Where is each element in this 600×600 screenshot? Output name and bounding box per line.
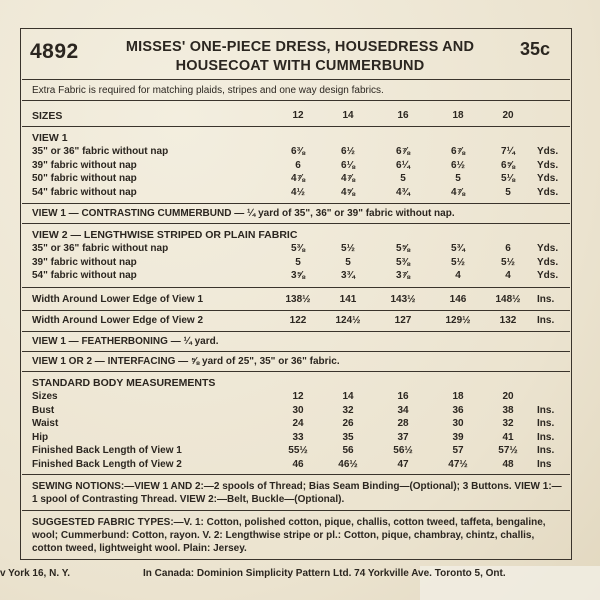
cell-value: 35 bbox=[342, 431, 354, 443]
size-column-header: 18 bbox=[452, 110, 464, 121]
row-label: Hip bbox=[32, 431, 49, 443]
featherboning-line: VIEW 1 — FEATHERBONING — ¼ yard. bbox=[32, 336, 219, 347]
cummerbund-line: VIEW 1 — CONTRASTING CUMMERBUND — ¼ yard of 35", 36" or 39" fabric without nap. bbox=[32, 208, 455, 219]
size-column-header: 16 bbox=[397, 110, 409, 121]
cell-value: 12 bbox=[292, 391, 304, 402]
cell-value: 36 bbox=[452, 404, 464, 416]
divider bbox=[22, 331, 570, 332]
cell-value: 5½ bbox=[451, 256, 465, 268]
row-unit: Yds. bbox=[537, 256, 559, 268]
cell-value: 6½ bbox=[341, 146, 355, 157]
pattern-title-line2: HOUSECOAT WITH CUMMERBUND bbox=[175, 58, 425, 74]
row-label: 39" fabric without nap bbox=[32, 159, 137, 171]
row-label: Finished Back Length of View 1 bbox=[32, 445, 182, 456]
divider bbox=[22, 310, 570, 311]
cell-value: 5½ bbox=[341, 243, 355, 254]
cell-value: 5 bbox=[400, 173, 406, 184]
row-label: Bust bbox=[32, 404, 55, 416]
cell-value: 26 bbox=[342, 418, 354, 429]
divider bbox=[22, 351, 570, 352]
cell-value: 5 bbox=[505, 186, 511, 198]
cell-value: 4½ bbox=[291, 186, 305, 198]
cell-value: 47½ bbox=[448, 458, 468, 470]
cell-value: 6⅝ bbox=[501, 159, 515, 171]
cell-value: 55½ bbox=[288, 445, 308, 456]
cell-value: 127 bbox=[394, 315, 412, 326]
cell-value: 5 bbox=[295, 256, 301, 268]
row-unit: Yds. bbox=[537, 159, 559, 171]
cell-value: 143½ bbox=[390, 294, 416, 305]
cell-value: 32 bbox=[502, 418, 514, 429]
cell-value: 5 bbox=[345, 256, 351, 268]
cell-value: 4⅝ bbox=[341, 186, 355, 198]
cell-value: 47 bbox=[397, 458, 409, 470]
size-column-header: 14 bbox=[342, 110, 354, 121]
footer-address: v York 16, N. Y. bbox=[0, 568, 71, 579]
cell-value: 146 bbox=[449, 294, 467, 305]
row-unit: Ins. bbox=[537, 418, 555, 429]
interfacing-line: VIEW 1 OR 2 — INTERFACING — ⅝ yard of 25", 35" or 36" fabric. bbox=[32, 356, 340, 367]
row-unit: Yds. bbox=[537, 270, 559, 281]
row-label: Width Around Lower Edge of View 1 bbox=[32, 294, 204, 305]
pattern-title bbox=[100, 38, 500, 76]
cell-value: 148½ bbox=[495, 294, 521, 305]
suggested-fabric-types: SUGGESTED FABRIC TYPES:—V. 1: Cotton, polished cotton, pique, challis, cotton tweed, taffeta, bengaline, wool; Cummerbund: Cotton, rayon. V. 2: Lengthwise stripe or pl.: Cotton, pique, chambray, chintz, challis, cotton tweed, lightweight wool. Plain: Jersey. bbox=[32, 517, 546, 554]
body-measurements-heading: STANDARD BODY MEASUREMENTS bbox=[32, 377, 216, 389]
row-unit: Yds. bbox=[537, 173, 559, 184]
pattern-number: 4892 bbox=[30, 40, 79, 63]
cell-value: 132 bbox=[499, 315, 517, 326]
row-label: 35" or 36" fabric without nap bbox=[32, 243, 169, 254]
cell-value: 6⅞ bbox=[451, 146, 465, 157]
cell-value: 4⅞ bbox=[451, 186, 465, 198]
row-unit: Ins. bbox=[537, 431, 555, 443]
cell-value: 6⅛ bbox=[341, 159, 355, 171]
row-label: 54" fabric without nap bbox=[32, 186, 137, 198]
cell-value: 46½ bbox=[338, 458, 358, 470]
cell-value: 14 bbox=[342, 391, 354, 402]
cell-value: 5⅝ bbox=[396, 243, 410, 254]
size-column-header: 20 bbox=[502, 110, 514, 121]
cell-value: 18 bbox=[452, 391, 464, 402]
cell-value: 6 bbox=[295, 159, 301, 171]
sizes-label: SIZES bbox=[32, 110, 63, 122]
size-column-header: 12 bbox=[292, 110, 304, 121]
divider bbox=[22, 100, 570, 101]
cell-value: 30 bbox=[452, 418, 464, 429]
row-label: Finished Back Length of View 2 bbox=[32, 458, 182, 470]
cell-value: 38 bbox=[502, 404, 514, 416]
cell-value: 57½ bbox=[498, 445, 518, 456]
cell-value: 56½ bbox=[393, 445, 413, 456]
footer-canada-address: In Canada: Dominion Simplicity Pattern Ltd. 74 Yorkville Ave. Toronto 5, Ont. bbox=[143, 568, 506, 579]
cell-value: 6½ bbox=[451, 159, 465, 171]
row-unit: Ins. bbox=[537, 294, 555, 305]
cell-value: 141 bbox=[339, 294, 357, 305]
row-unit: Ins. bbox=[537, 404, 555, 416]
cell-value: 5⅛ bbox=[501, 173, 515, 184]
cell-value: 32 bbox=[342, 404, 354, 416]
cell-value: 6 bbox=[505, 243, 511, 254]
cell-value: 6⅞ bbox=[396, 146, 410, 157]
divider bbox=[22, 510, 570, 511]
cell-value: 5⅜ bbox=[291, 243, 305, 254]
cell-value: 48 bbox=[502, 458, 514, 470]
cell-value: 28 bbox=[397, 418, 409, 429]
cell-value: 5¾ bbox=[451, 243, 465, 254]
row-unit: Yds. bbox=[537, 146, 559, 157]
view1-heading: VIEW 1 bbox=[32, 132, 68, 144]
cell-value: 3⅝ bbox=[291, 270, 305, 281]
cell-value: 5⅜ bbox=[396, 256, 410, 268]
cell-value: 5½ bbox=[501, 256, 515, 268]
row-label: 39" fabric without nap bbox=[32, 256, 137, 268]
divider bbox=[22, 371, 570, 372]
pattern-title-line1: MISSES' ONE-PIECE DRESS, HOUSEDRESS AND bbox=[125, 39, 475, 55]
cell-value: 129½ bbox=[445, 315, 471, 326]
cell-value: 46 bbox=[292, 458, 304, 470]
cell-value: 122 bbox=[289, 315, 307, 326]
cell-value: 124½ bbox=[335, 315, 361, 326]
sewing-notions: SEWING NOTIONS:—VIEW 1 AND 2:—2 spools of Thread; Bias Seam Binding—(Optional); 3 Buttons. VIEW 1:—1 spool of Contrasting Thread. VIEW 2:—Belt, Buckle—(Optional). bbox=[32, 481, 562, 505]
row-label: 35" or 36" fabric without nap bbox=[32, 146, 169, 157]
cell-value: 3¾ bbox=[341, 270, 355, 281]
cell-value: 4 bbox=[455, 270, 461, 281]
row-unit: Yds. bbox=[537, 186, 559, 198]
cell-value: 3⅞ bbox=[396, 270, 410, 281]
cell-value: 30 bbox=[292, 404, 304, 416]
cell-value: 138½ bbox=[285, 294, 311, 305]
cell-value: 4¾ bbox=[396, 186, 410, 198]
row-label: 50" fabric without nap bbox=[32, 173, 137, 184]
extra-fabric-note: Extra Fabric is required for matching plaids, stripes and one way design fabrics. bbox=[32, 85, 384, 96]
row-label: Sizes bbox=[32, 391, 58, 402]
cell-value: 16 bbox=[397, 391, 409, 402]
pattern-price: 35c bbox=[520, 39, 551, 59]
view2-heading: VIEW 2 — LENGTHWISE STRIPED OR PLAIN FABRIC bbox=[32, 229, 298, 241]
cell-value: 4⅞ bbox=[291, 173, 305, 184]
divider bbox=[22, 223, 570, 224]
cell-value: 5 bbox=[455, 173, 461, 184]
cell-value: 4 bbox=[505, 270, 511, 281]
cell-value: 6⅜ bbox=[291, 146, 305, 157]
row-label: 54" fabric without nap bbox=[32, 270, 137, 281]
cell-value: 20 bbox=[502, 391, 514, 402]
divider bbox=[22, 79, 570, 80]
cell-value: 4⅞ bbox=[341, 173, 355, 184]
cell-value: 7¼ bbox=[501, 146, 515, 157]
row-unit: Ins. bbox=[537, 315, 555, 326]
divider bbox=[22, 474, 570, 475]
cell-value: 34 bbox=[397, 404, 409, 416]
cell-value: 57 bbox=[452, 445, 464, 456]
cell-value: 39 bbox=[452, 431, 464, 443]
cell-value: 24 bbox=[292, 418, 304, 429]
cell-value: 41 bbox=[502, 431, 514, 443]
cell-value: 56 bbox=[342, 445, 354, 456]
cell-value: 6¼ bbox=[396, 159, 410, 171]
row-unit: Ins. bbox=[537, 445, 555, 456]
row-unit: Ins bbox=[537, 458, 552, 470]
row-label: Waist bbox=[32, 418, 59, 429]
divider bbox=[22, 287, 570, 288]
row-label: Width Around Lower Edge of View 2 bbox=[32, 315, 204, 326]
cell-value: 33 bbox=[292, 431, 304, 443]
divider bbox=[22, 203, 570, 204]
cell-value: 37 bbox=[397, 431, 409, 443]
row-unit: Yds. bbox=[537, 243, 559, 254]
divider bbox=[22, 126, 570, 127]
